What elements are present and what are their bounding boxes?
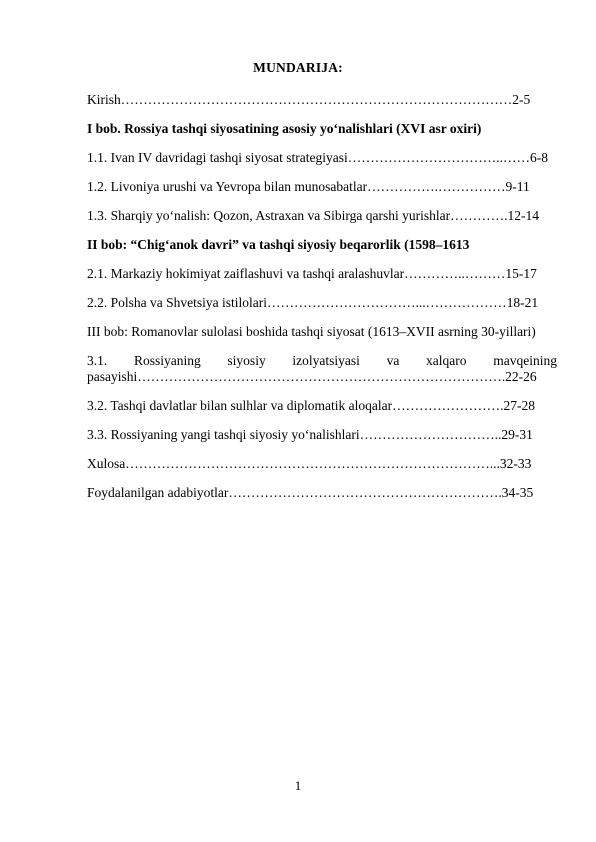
toc-entry-1-2: 1.2. Livoniya urushi va Yevropa bilan munosabatlar…………….……………9-11	[87, 179, 530, 194]
toc-entry-3-2: 3.2. Tashqi davlatlar bilan sulhlar va diplomatik aloqalar…………………….27-28	[87, 398, 535, 413]
page-number: 1	[294, 778, 302, 793]
toc-entry-2-1: 2.1. Markaziy hokimiyat zaiflashuvi va tashqi aralashuvlar…………..………15-17	[87, 266, 537, 281]
toc-entry-bibliography: Foydalanilgan adabiyotlar…………………………………………………….34-35	[87, 485, 534, 500]
toc-entry-1-3: 1.3. Sharqiy yo‘nalish: Qozon, Astraxan va Sibirga qarshi yurishlar………….12-14	[87, 208, 539, 223]
toc-title: MUNDARIJA:	[253, 60, 343, 75]
toc-entry-2-2: 2.2. Polsha va Shvetsiya istilolari……………………………...………………18-21	[87, 295, 539, 310]
toc-chapter-1-heading: I bob. Rossiya tashqi siyosatining asosiy yo‘nalishlari (XVI asr oxiri)	[87, 121, 482, 136]
toc-entry-3-1-line1: 3.1. Rossiyaning siyosiy izolyatsiyasi va xalqaro mavqeining	[87, 353, 557, 368]
toc-entry-3-1	[87, 353, 557, 385]
toc-entry-1-1: 1.1. Ivan IV davridagi tashqi siyosat strategiyasi……………………………..……6-8	[87, 150, 548, 165]
toc-entry-introduction: Kirish……………………………………………………………………………2-5	[87, 92, 531, 107]
toc-entry-conclusion: Xulosa………………………………………………………………………...32-33	[87, 456, 532, 471]
toc-entry-3-3: 3.3. Rossiyaning yangi tashqi siyosiy yo‘nalishlari…………………………..29-31	[87, 427, 533, 442]
toc-chapter-2-heading: II bob: “Chig‘anok davri” va tashqi siyosiy beqarorlik (1598–1613	[87, 237, 470, 252]
table-of-contents	[87, 92, 557, 514]
toc-entry-3-1-line2: pasayishi……………………………………………………………………….22-26	[87, 369, 537, 384]
toc-chapter-3-heading: III bob: Romanovlar sulolasi boshida tashqi siyosat (1613–XVII asrning 30-yillari)	[87, 324, 536, 339]
